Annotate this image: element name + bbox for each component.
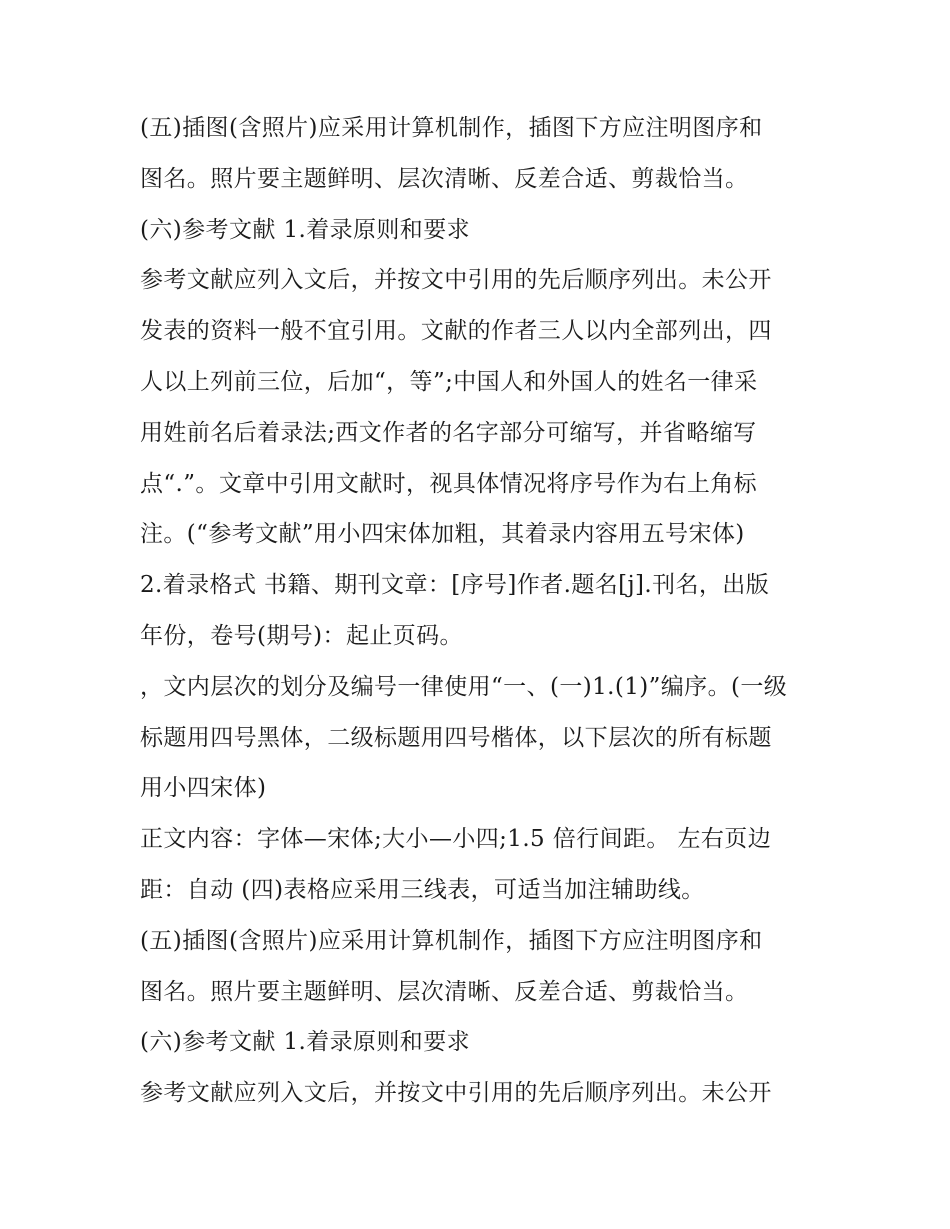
text-line: (五)插图(含照片)应采用计算机制作，插图下方应注明图序和 [140, 927, 763, 954]
text-line: 参考文献应列入文后，并按文中引用的先后顺序列出。未公开 [140, 1080, 772, 1107]
text-line: 图名。照片要主题鲜明、层次清晰、反差合适、剪裁恰当。 [140, 165, 749, 192]
text-line: ，文内层次的划分及编号一律使用“一、(一)1.(1)”编序。(一级 [140, 673, 788, 700]
text-line: 点“.”。文章中引用文献时，视具体情况将序号作为右上角标 [140, 470, 758, 497]
text-line: 标题用四号黑体，二级标题用四号楷体，以下层次的所有标题 [140, 724, 772, 751]
text-line: 图名。照片要主题鲜明、层次清晰、反差合适、剪裁恰当。 [140, 978, 749, 1005]
text-line: 发表的资料一般不宜引用。文献的作者三人以内全部列出，四 [140, 318, 772, 345]
text-line: 注。(“参考文献”用小四宋体加粗，其着录内容用五号宋体) [140, 521, 745, 548]
section-heading-references: (六)参考文献 1.着录原则和要求 [140, 216, 471, 243]
text-line: 人以上列前三位，后加“，等”;中国人和外国人的姓名一律采 [140, 368, 758, 395]
text-line: 2.着录格式 书籍、期刊文章：[序号]作者.题名[j].刊名，出版 [140, 572, 770, 599]
text-line: 用姓前名后着录法;西文作者的名字部分可缩写，并省略缩写 [140, 419, 757, 446]
text-line: 正文内容：字体—宋体;大小—小四;1.5 倍行间距。 左右页边 [140, 826, 772, 853]
text-line: 参考文献应列入文后，并按文中引用的先后顺序列出。未公开 [140, 267, 772, 294]
text-line: 年份，卷号(期号)：起止页码。 [140, 622, 463, 649]
text-line: 距：自动 (四)表格应采用三线表，可适当加注辅助线。 [140, 876, 705, 903]
section-heading-references: (六)参考文献 1.着录原则和要求 [140, 1029, 471, 1056]
document-body [140, 103, 830, 1119]
text-line: (五)插图(含照片)应采用计算机制作，插图下方应注明图序和 [140, 115, 763, 141]
text-line: 用小四宋体) [140, 775, 267, 802]
